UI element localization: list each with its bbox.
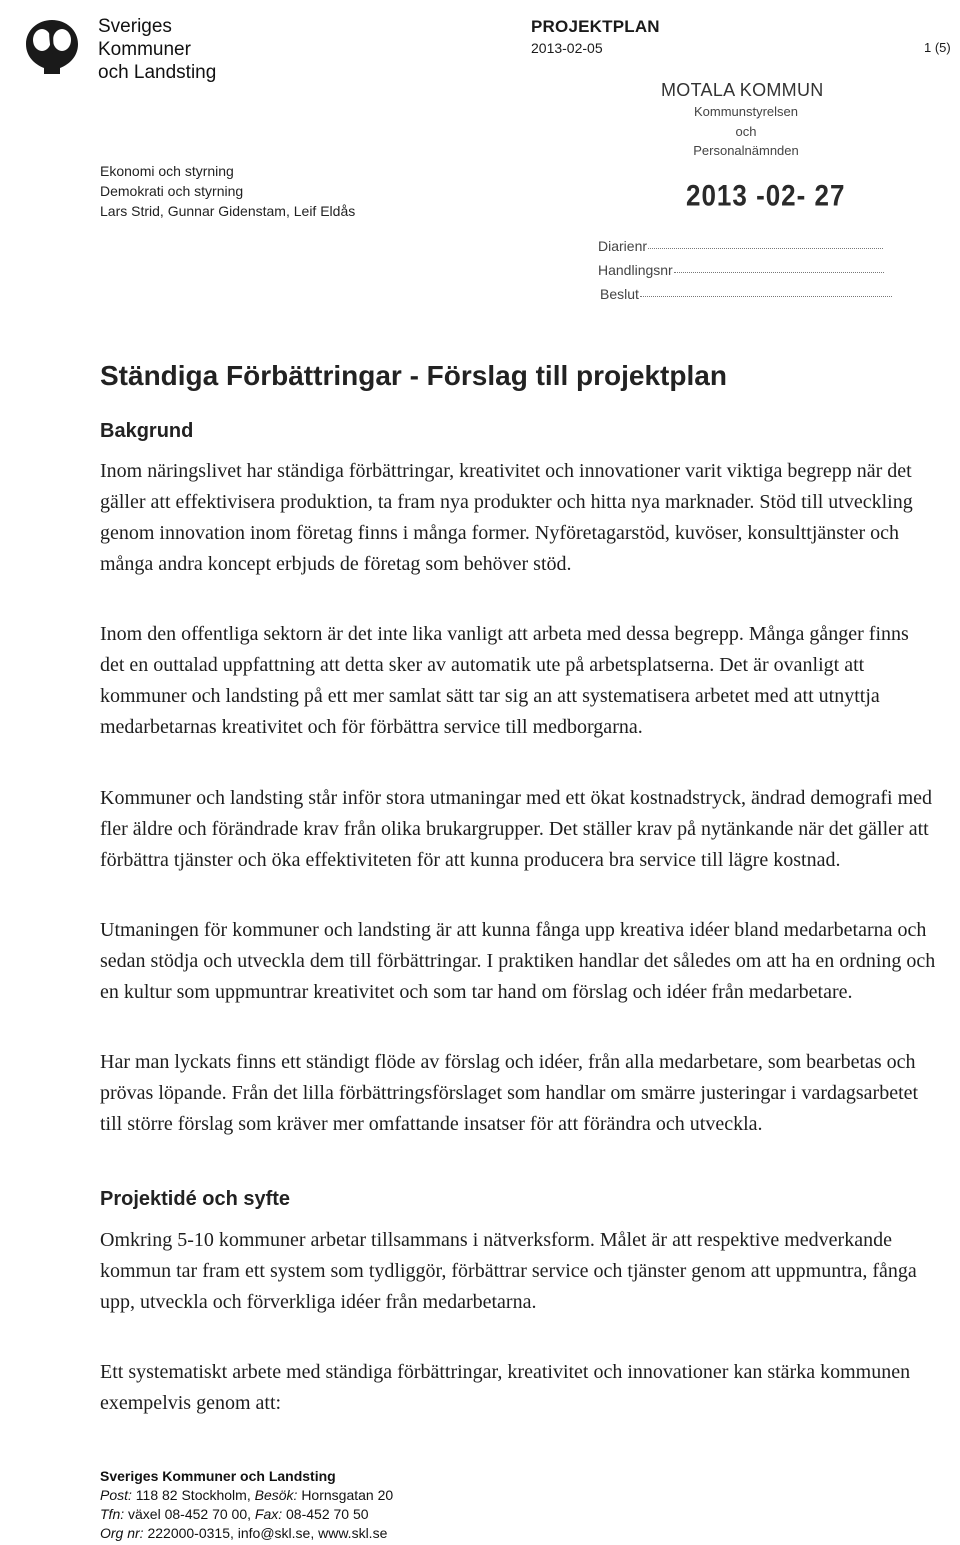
org-name-line2: Kommuner (98, 39, 191, 60)
paragraph-projektide-1: Omkring 5-10 kommuner arbetar tillsammans i nätverksform. Målet är att respektive medverkande kommun tar fram ett system som tydliggör, förbättrar service och tjänster genom att uppmuntra, fånga upp, utveckla och förverkliga idéer från medarbetarna. (100, 1229, 917, 1313)
stamp-line1: Kommunstyrelsen (693, 104, 799, 119)
footer-address: Post: 118 82 Stockholm, Besök: Hornsgatan 20 (100, 1487, 394, 1503)
paragraph-bakgrund-5: Har man lyckats finns ett ständigt flöde av förslag och idéer, från alla medarbetare, som bearbetas och prövas löpande. Från det lilla förbättringsförslaget som handlar om smärre justeringar i vardagsarbetet till större förslag som kräver mer omfattande insatser för att förändra och utveckla. (100, 1051, 919, 1135)
footer-phone: Tfn: växel 08-452 70 00, Fax: 08-452 70 50 (100, 1506, 369, 1522)
beslut-label: Beslut (600, 286, 639, 302)
stamp-date: 2013 -02- 27 (686, 178, 846, 213)
diarienr-label: Diarienr (598, 238, 648, 254)
footer-org-number: Org nr: 222000-0315, info@skl.se, www.skl.se (100, 1525, 388, 1541)
heading-projektide: Projektidé och syfte (100, 1188, 291, 1210)
stamp-field-diarienr (598, 238, 883, 254)
department-block (100, 161, 355, 221)
organization-name (98, 15, 216, 84)
document-type: PROJEKTPLAN (531, 17, 660, 36)
document-title: Ständiga Förbättringar - Förslag till projektplan (100, 360, 727, 391)
footer-organization: Sveriges Kommuner och Landsting (100, 1468, 336, 1484)
org-name-line1: Sveriges (98, 16, 172, 37)
handlingsnr-label: Handlingsnr (598, 262, 673, 278)
paragraph-projektide-2: Ett systematiskt arbete med ständiga förbättringar, kreativitet och innovationer kan stärka kommunen exempelvis genom att: (100, 1361, 911, 1414)
footer (100, 1467, 393, 1543)
paragraph-bakgrund-4: Utmaningen för kommuner och landsting är att kunna fånga upp kreativa idéer bland medarbetarna och sedan stödja och utveckla dem till förbättringar. I praktiken handlar det således om att ha en ordning och en kultur som uppmuntrar kreativitet och som tar hand om förslag och idéer från medarbetare. (100, 919, 936, 1003)
skl-logo (20, 14, 84, 76)
paragraph-bakgrund-1: Inom näringslivet har ständiga förbättringar, kreativitet och innovationer varit viktiga begrepp när det gäller att effektivisera produktion, ta fram nya produkter och hitta nya marknader. Stöd till utveckling genom innovation inom företag finns i många former. Nyföretagarstöd, kuvöser, konsulttjänster och många andra koncept erbjuds de företag som behöver stöd. (100, 460, 913, 575)
stamp-field-beslut (600, 286, 892, 302)
stamp-line3: Personalnämnden (693, 143, 799, 158)
beslut-dotted-line (640, 296, 892, 297)
department-line1: Ekonomi och styrning (100, 163, 234, 179)
paragraph-bakgrund-2: Inom den offentliga sektorn är det inte lika vanligt att arbeta med dessa begrepp. Många gånger finns det en outtalad uppfattning att detta sker av automatik ute på arbetsplatserna. Det är ovanligt att kommuner och landsting på ett mer samlat sätt tar sig an att systematisera arbetet med att utnyttja medarbetarnas kreativitet och för förbättra service till medborgarna. (100, 623, 909, 738)
stamp-line2: och (735, 124, 757, 139)
heading-bakgrund: Bakgrund (100, 420, 194, 442)
org-name-line3: och Landsting (98, 62, 217, 83)
paragraph-bakgrund-3: Kommuner och landsting står inför stora utmaningar med ett ökat kostnadstryck, ändrad demografi med fler äldre och förändrade krav från olika brukargrupper. Det ställer krav på nytänkande när det gäller att förbättra tjänster och öka effektiviteten för att kunna producera bra service till lägre kostnad. (100, 787, 933, 871)
authors: Lars Strid, Gunnar Gidenstam, Leif Eldås (100, 203, 356, 219)
department-line2: Demokrati och styrning (100, 183, 244, 199)
handlingsnr-dotted-line (674, 272, 884, 273)
diarienr-dotted-line (648, 248, 883, 249)
document-date: 2013-02-05 (531, 40, 603, 56)
stamp-field-handlingsnr (598, 262, 884, 278)
stamp-organization: MOTALA KOMMUN (661, 80, 824, 100)
page-number: 1 (5) (924, 40, 951, 55)
